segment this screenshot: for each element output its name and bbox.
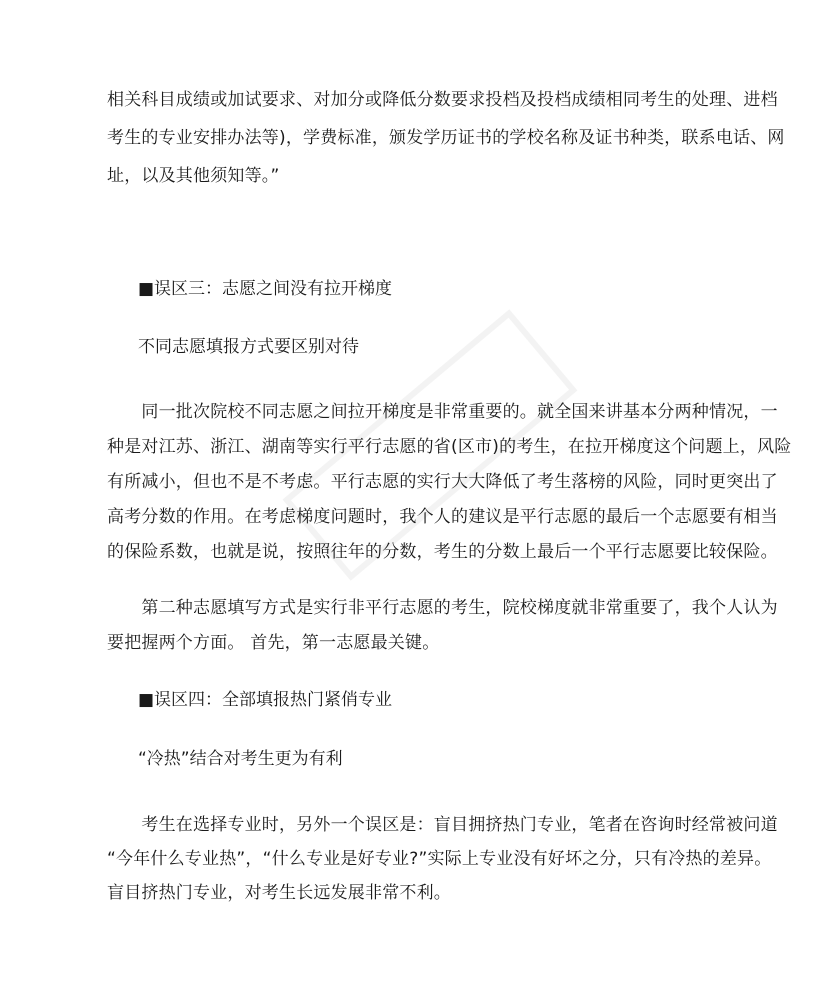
paragraph-line: 考生的专业安排办法等)，学费标准，颁发学历证书的学校名称及证书种类，联系电话、网 <box>107 128 785 148</box>
paragraph-line: 盲目挤热门专业，对考生长远发展非常不利。 <box>107 883 451 903</box>
paragraph-line: 有所减小，但也不是不考虑。平行志愿的实行大大降低了考生落榜的风险，同时更突出了 <box>107 472 778 492</box>
section-heading: ■误区四：全部填报热门紧俏专业 <box>138 690 393 710</box>
paragraph-line: 高考分数的作用。在考虑梯度问题时，我个人的建议是平行志愿的最后一个志愿要有相当 <box>107 507 778 527</box>
paragraph-line: 要把握两个方面。 首先，第一志愿最关键。 <box>107 633 440 653</box>
section-subheading: “冷热”结合对考生更为有利 <box>138 749 343 769</box>
section-heading: ■误区三：志愿之间没有拉开梯度 <box>138 279 393 299</box>
paragraph-line: 种是对江苏、浙江、湖南等实行平行志愿的省(区市)的考生，在拉开梯度这个问题上，风险 <box>107 437 792 457</box>
paragraph-line: 相关科目成绩或加试要求、对加分或降低分数要求投档及投档成绩相同考生的处理、进档 <box>107 90 778 110</box>
paragraph-line: 考生在选择专业时，另外一个误区是：盲目拥挤热门专业，笔者在咨询时经常被问道 <box>107 815 778 835</box>
paragraph-line: “今年什么专业热”，“什么专业是好专业?”实际上专业没有好坏之分，只有冷热的差异。 <box>107 849 772 869</box>
paragraph-line: 的保险系数，也就是说，按照往年的分数，考生的分数上最后一个平行志愿要比较保险。 <box>107 542 778 562</box>
paragraph-line: 址，以及其他须知等。” <box>107 166 280 186</box>
section-subheading: 不同志愿填报方式要区别对待 <box>138 337 359 357</box>
paragraph-line: 同一批次院校不同志愿之间拉开梯度是非常重要的。就全国来讲基本分两种情况，一 <box>107 402 778 422</box>
paragraph-line: 第二种志愿填写方式是实行非平行志愿的考生，院校梯度就非常重要了，我个人认为 <box>107 598 778 618</box>
